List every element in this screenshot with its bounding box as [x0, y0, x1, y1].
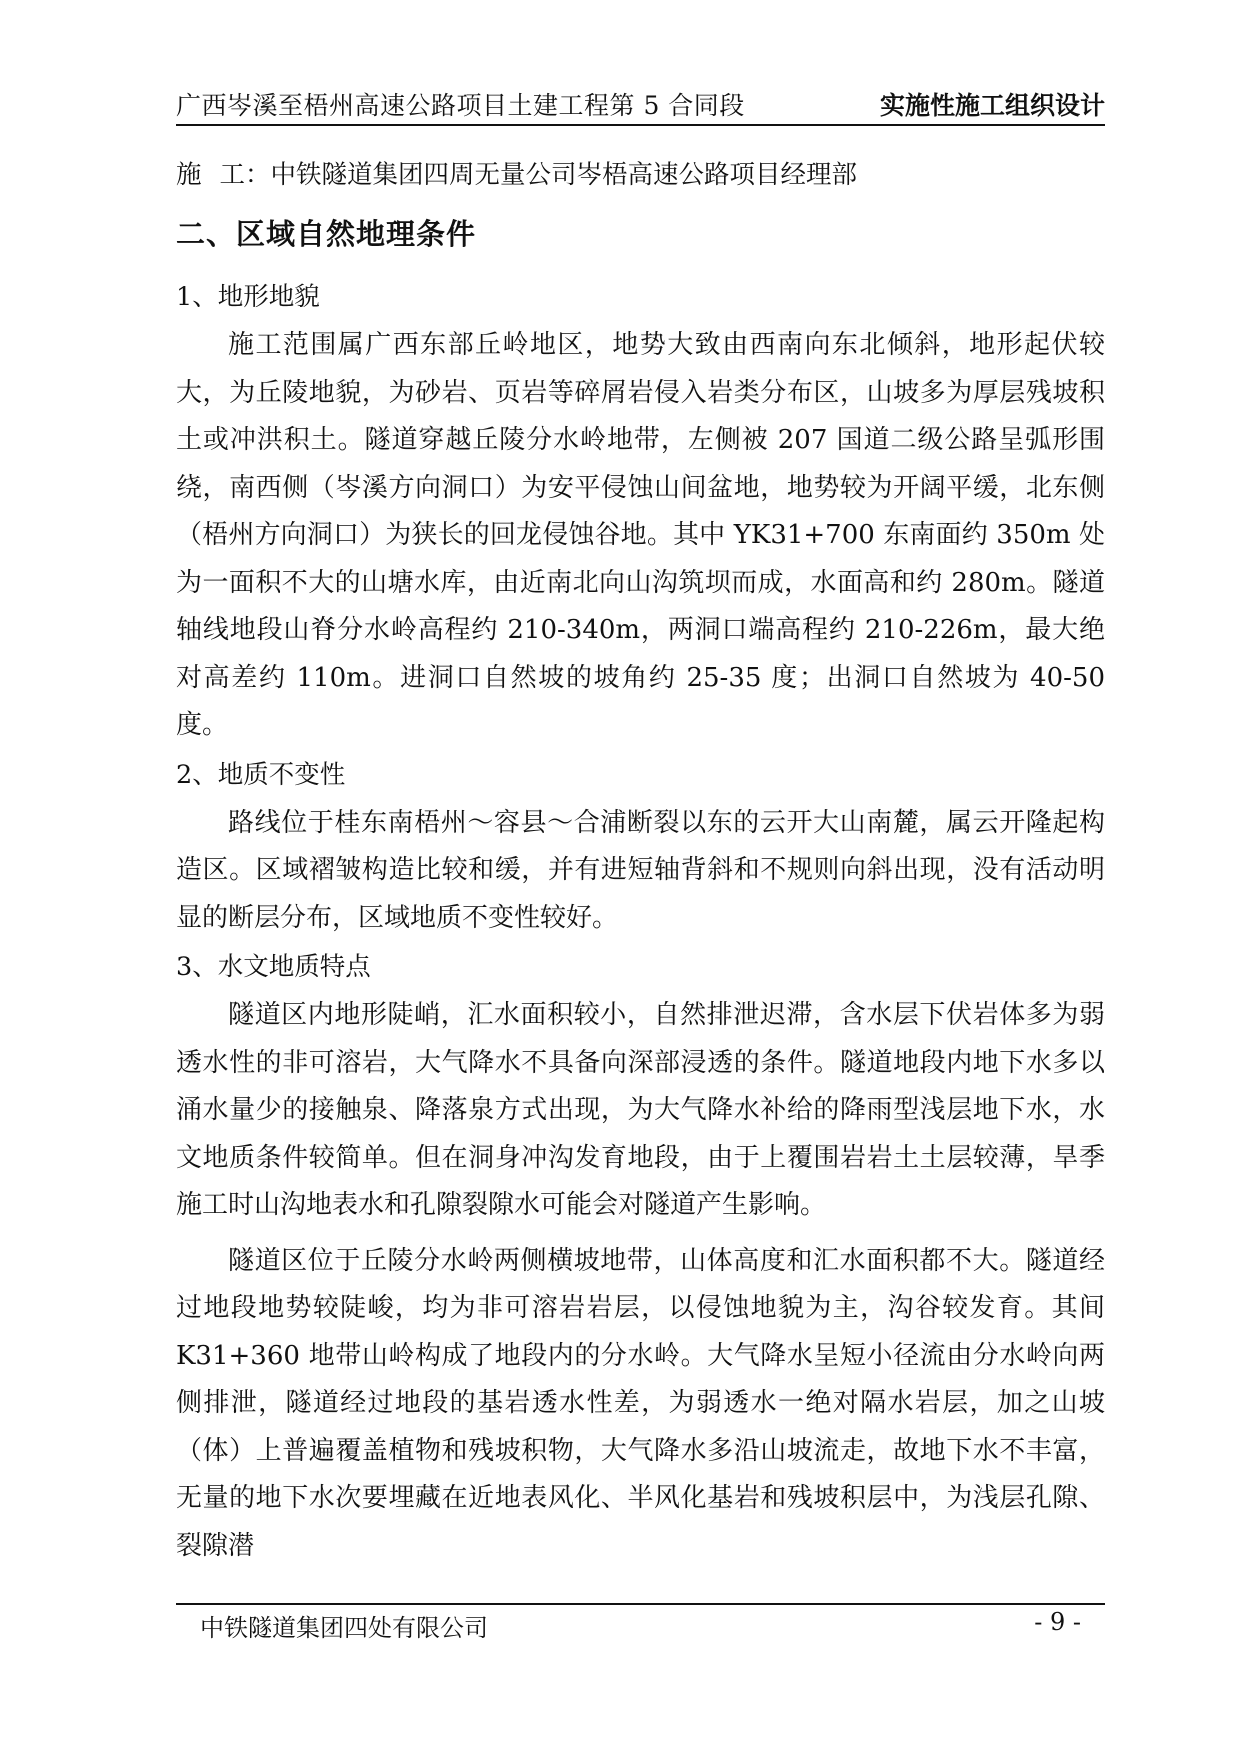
section-title: 二、区域自然地理条件	[176, 217, 477, 251]
paragraph: 隧道区位于丘陵分水岭两侧横坡地带，山体高度和汇水面积都不大。隧道经过地段地势较陡峻，均为非可溶岩岩层，以侵蚀地貌为主，沟谷较发育。其间 K31+360 地带山岭构成了地段内的分水岭。大气降水呈短小径流由分水岭向两侧排泄，隧道经过地段的基岩透水性差，为弱透水一绝对隔水岩层，加之山坡（体）上普遍覆盖植物和残坡积物，大气降水多沿山坡流走，故地下水不丰富，无量的地下水次要埋藏在近地表风化、半风化基岩和残坡积层中，为浅层孔隙、裂隙潜	[176, 1245, 1105, 1561]
construction-value: ：中铁隧道集团四周无量公司岑梧高速公路项目经理部	[245, 160, 858, 190]
subsection-heading: 3、水文地质特点	[176, 952, 371, 982]
header-document-type: 实施性施工组织设计	[879, 91, 1105, 120]
paragraph: 隧道区内地形陡峭，汇水面积较小，自然排泄迟滞，含水层下伏岩体多为弱透水性的非可溶岩，大气降水不具备向深部浸透的条件。隧道地段内地下水多以涌水量少的接触泉、降落泉方式出现，为大气降水补给的降雨型浅层地下水，水文地质条件较简单。但在洞身冲沟发育地段，由于上覆围岩岩土土层较薄，旱季施工时山沟地表水和孔隙裂隙水可能会对隧道产生影响。	[176, 1000, 1105, 1220]
footer-divider	[176, 1603, 1105, 1605]
header-divider	[176, 124, 1105, 126]
construction-line	[176, 150, 1105, 200]
construction-label: 施工	[176, 160, 245, 190]
paragraph: 施工范围属广西东部丘岭地区，地势大致由西南向东北倾斜，地形起伏较大，为丘陵地貌，为砂岩、页岩等碎屑岩侵入岩类分布区，山坡多为厚层残坡积土或冲洪积土。隧道穿越丘陵分水岭地带，左侧被 207 国道二级公路呈弧形围绕，南西侧（岑溪方向洞口）为安平侵蚀山间盆地，地势较为开阔平缓，北东侧（梧州方向洞口）为狭长的回龙侵蚀谷地。其中 YK31+700 东南面约 350m 处为一面积不大的山塘水库，由近南北向山沟筑坝而成，水面高和约 280m。隧道轴线地段山脊分水岭高程约 210-340m，两洞口端高程约 210-226m，最大绝对高差约 110m。进洞口自然坡的坡角约 25-35 度；出洞口自然坡为 40-50 度。	[176, 330, 1105, 740]
paragraph: 路线位于桂东南梧州～容县～合浦断裂以东的云开大山南麓，属云开隆起构造区。区域褶皱构造比较和缓，并有进短轴背斜和不规则向斜出现，没有活动明显的断层分布，区域地质不变性较好。	[176, 807, 1105, 933]
footer-company: 中铁隧道集团四处有限公司	[200, 1614, 488, 1642]
page-footer	[200, 1608, 1081, 1640]
document-body	[176, 150, 1105, 1570]
subsection-heading: 1、地形地貌	[176, 282, 320, 312]
page-number: - 9 -	[1034, 1608, 1081, 1636]
header-project-name: 广西岑溪至梧州高速公路项目土建工程第 5 合同段	[176, 91, 745, 120]
page-header	[176, 86, 1105, 122]
subsection-heading: 2、地质不变性	[176, 759, 346, 790]
